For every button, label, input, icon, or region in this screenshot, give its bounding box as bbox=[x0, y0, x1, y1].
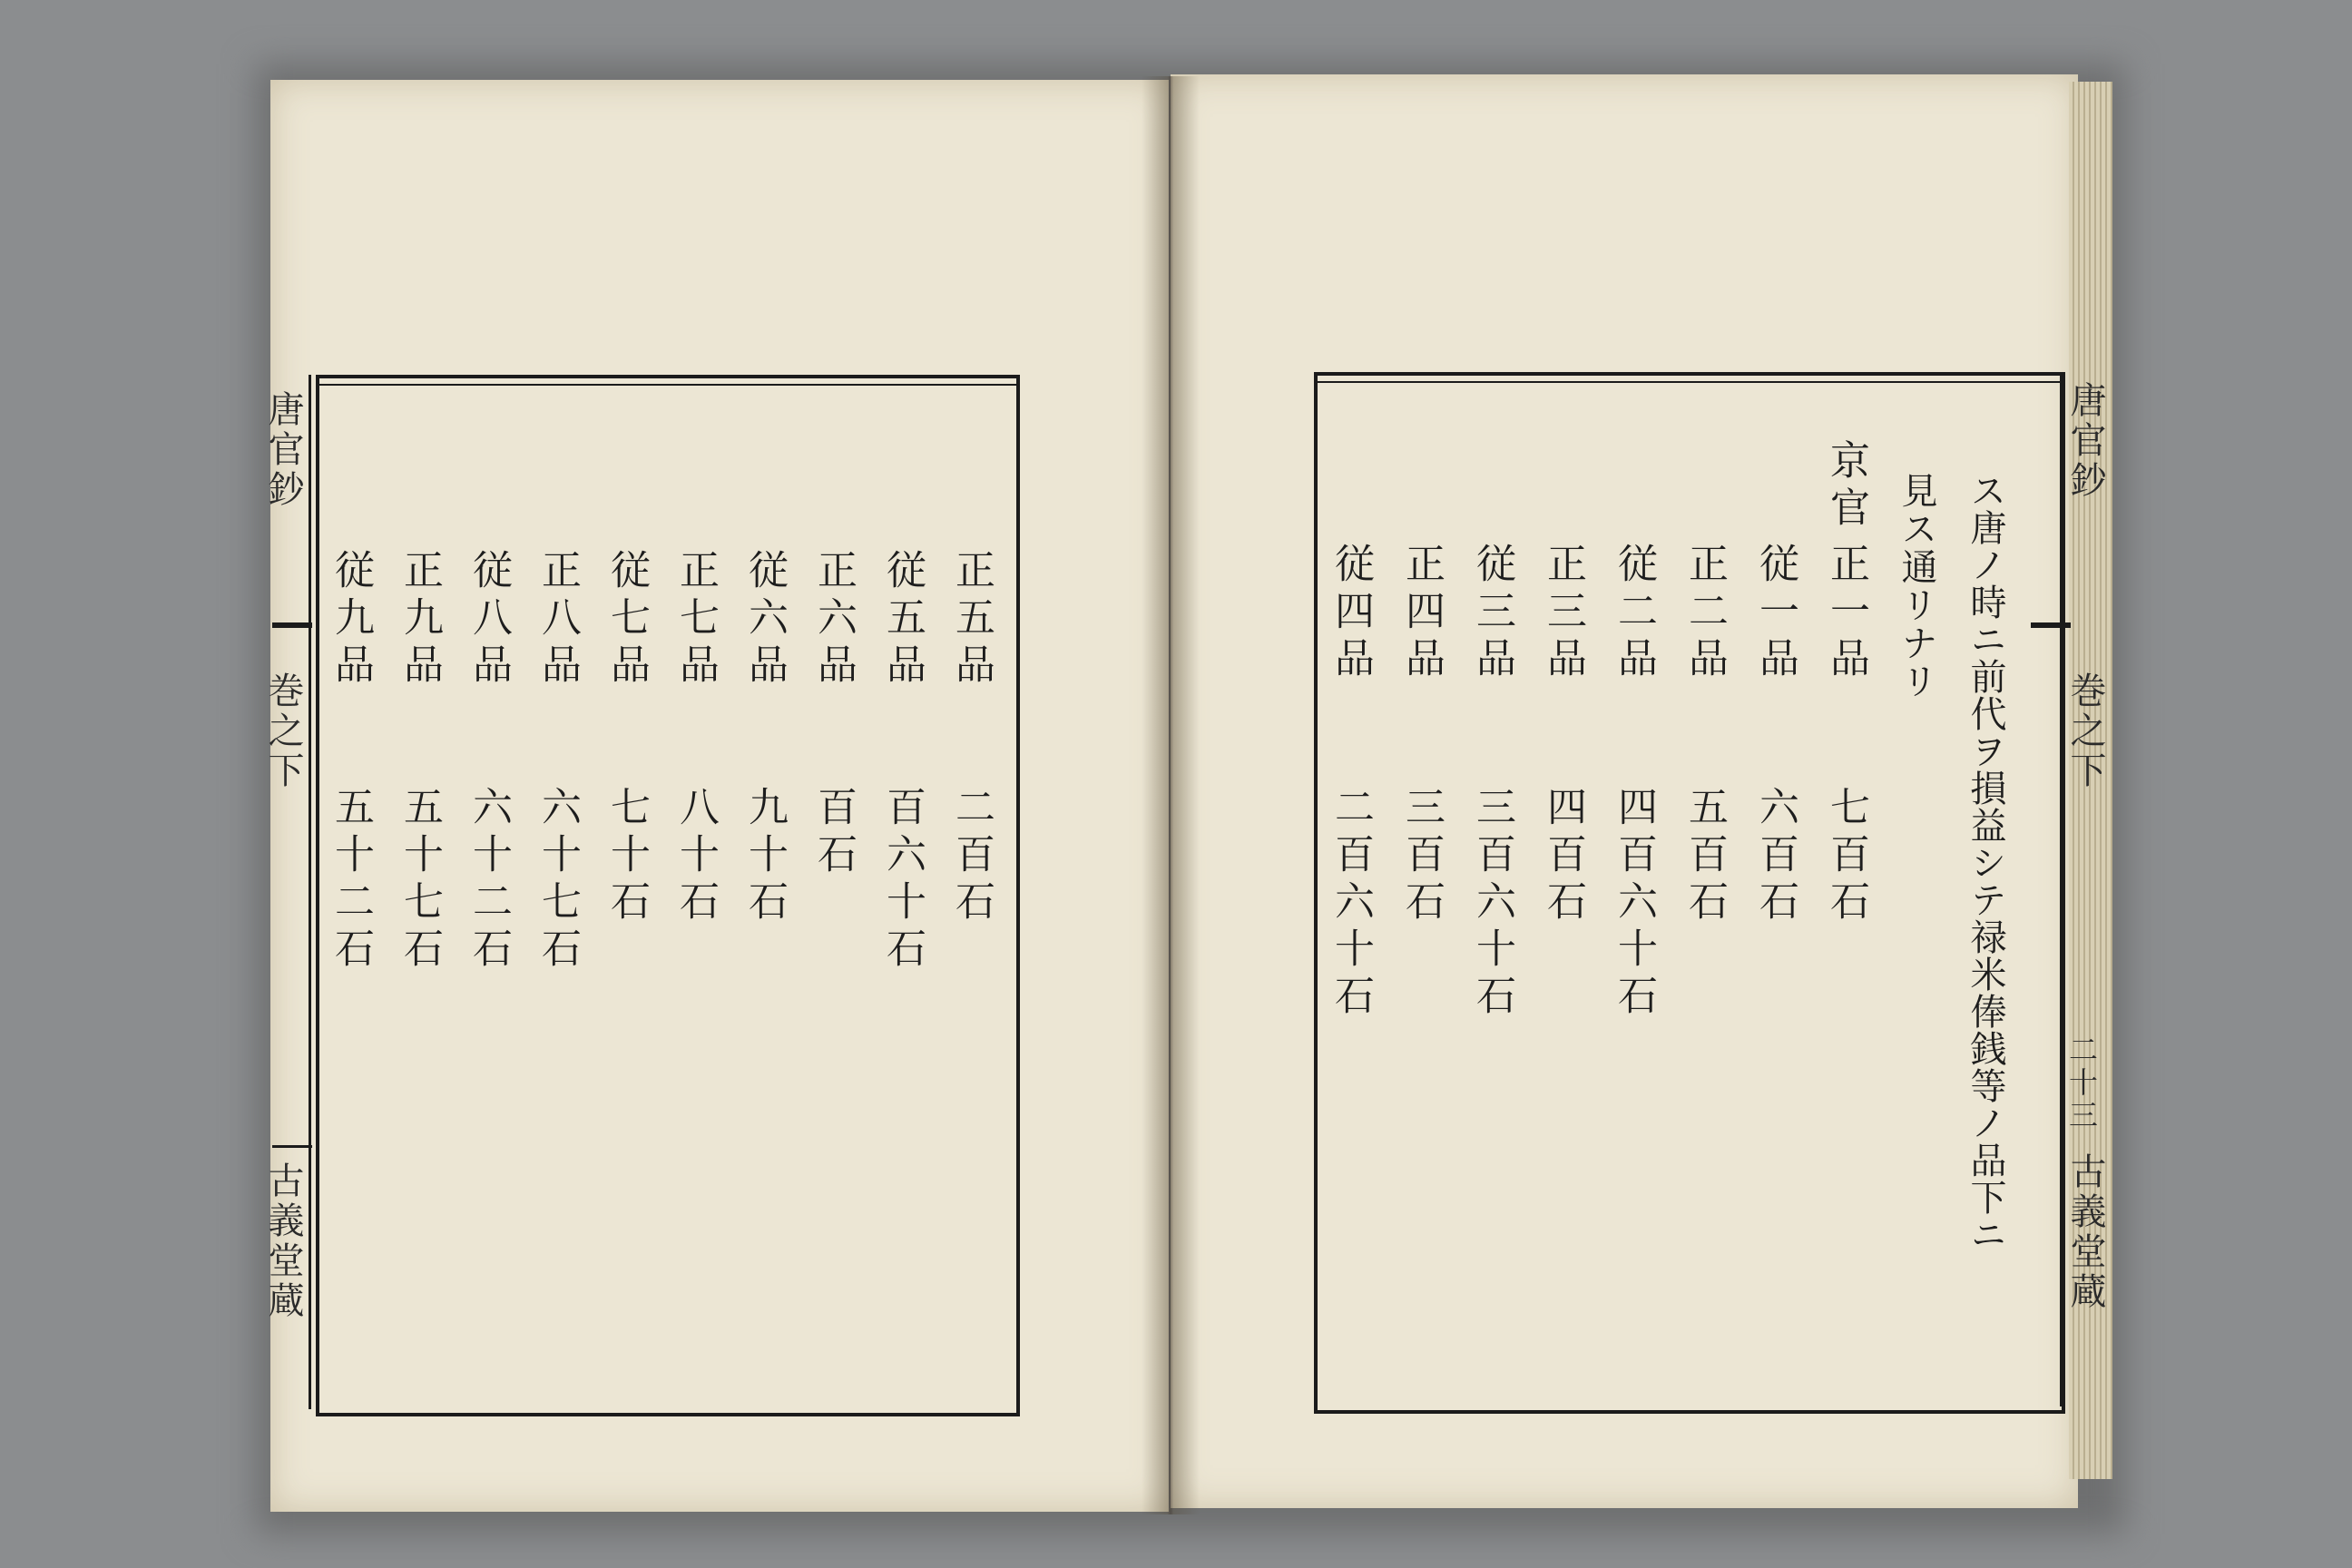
left-margin-volume: 巻之下 bbox=[262, 671, 304, 791]
right-stipend-6: 三百六十石 bbox=[1469, 786, 1515, 1022]
book-gutter bbox=[1142, 76, 1200, 1514]
right-rank-8: 従四品 bbox=[1328, 543, 1374, 684]
left-stipend-5: 八十石 bbox=[672, 786, 719, 927]
left-stipend-9: 五十七石 bbox=[397, 786, 443, 975]
intro-line-1: ス唐ノ時ニ前代ヲ損益シテ禄米俸銭等ノ品下ニ bbox=[1965, 472, 2006, 1253]
left-stipend-1: 二百石 bbox=[948, 786, 995, 927]
right-stipend-3: 五百石 bbox=[1681, 786, 1728, 927]
right-margin-title: 唐官鈔 bbox=[2064, 381, 2106, 501]
right-margin-rule bbox=[2060, 372, 2063, 1406]
left-stipend-10: 五十二石 bbox=[328, 786, 374, 975]
left-frame-rule bbox=[319, 384, 1016, 386]
left-rank-8: 従八品 bbox=[466, 549, 512, 691]
left-margin-title: 唐官鈔 bbox=[262, 390, 304, 510]
left-stipend-4: 九十石 bbox=[741, 786, 788, 927]
intro-line-2: 見ス通リナリ bbox=[1896, 472, 1937, 701]
right-margin-page: 二十三 bbox=[2064, 1034, 2099, 1132]
right-frame-rule bbox=[1318, 381, 2062, 383]
left-rank-2: 従五品 bbox=[879, 549, 926, 691]
right-rank-4: 従二品 bbox=[1611, 543, 1657, 684]
left-stipend-3: 百石 bbox=[810, 786, 857, 880]
left-rank-1: 正五品 bbox=[948, 549, 995, 691]
right-margin-volume: 巻之下 bbox=[2064, 671, 2106, 791]
right-stipend-7: 三百石 bbox=[1398, 786, 1445, 927]
left-rank-3: 正六品 bbox=[810, 549, 857, 691]
left-margin-divider bbox=[272, 1145, 312, 1148]
left-rank-5: 正七品 bbox=[672, 549, 719, 691]
left-stipend-8: 六十二石 bbox=[466, 786, 512, 975]
right-stipend-2: 六百石 bbox=[1752, 786, 1798, 927]
left-margin-rule bbox=[309, 375, 311, 1409]
right-rank-5: 正三品 bbox=[1540, 543, 1586, 684]
right-rank-3: 正二品 bbox=[1681, 543, 1728, 684]
right-rank-2: 従一品 bbox=[1752, 543, 1798, 684]
right-margin-publisher: 古義堂蔵 bbox=[2064, 1152, 2106, 1312]
heading-kyokan: 京官 bbox=[1823, 439, 1869, 534]
left-stipend-6: 七十石 bbox=[603, 786, 650, 927]
left-stipend-2: 百六十石 bbox=[879, 786, 926, 975]
right-stipend-5: 四百石 bbox=[1540, 786, 1586, 927]
right-fold-mark bbox=[2031, 622, 2071, 628]
right-rank-7: 正四品 bbox=[1398, 543, 1445, 684]
left-margin-publisher: 古義堂蔵 bbox=[262, 1161, 304, 1321]
right-stipend-4: 四百六十石 bbox=[1611, 786, 1657, 1022]
left-fold-mark bbox=[272, 622, 312, 628]
right-rank-1: 正一品 bbox=[1823, 543, 1869, 684]
left-rank-10: 従九品 bbox=[328, 549, 374, 691]
right-stipend-8: 二百六十石 bbox=[1328, 786, 1374, 1022]
left-rank-9: 正九品 bbox=[397, 549, 443, 691]
left-rank-7: 正八品 bbox=[534, 549, 581, 691]
left-rank-6: 従七品 bbox=[603, 549, 650, 691]
left-rank-4: 従六品 bbox=[741, 549, 788, 691]
right-stipend-1: 七百石 bbox=[1823, 786, 1869, 927]
left-stipend-7: 六十七石 bbox=[534, 786, 581, 975]
right-rank-6: 従三品 bbox=[1469, 543, 1515, 684]
